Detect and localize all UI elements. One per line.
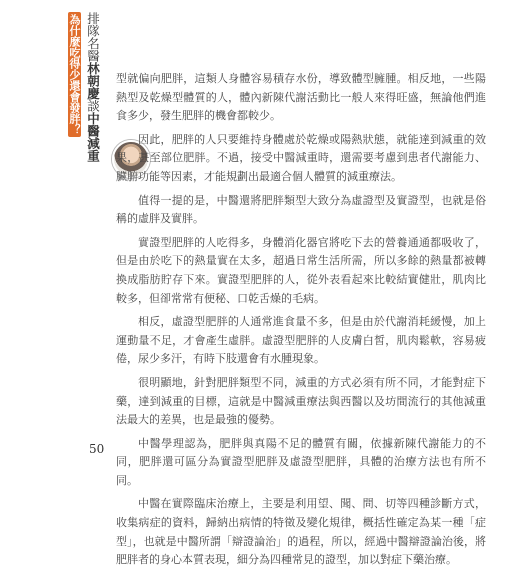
paragraph: 相反，虛證型肥胖的人通常進食量不多，但是由於代謝消耗緩慢，加上運動量不足，才會產生虛胖。虛證型肥胖的人皮膚白皙，肌肉鬆軟，容易疲倦，尿少多汗，有時下肢還會有水腫現象。 (116, 315, 486, 366)
paragraph: 值得一提的是，中醫還將肥胖類型大致分為虛證型及實證型，也就是俗稱的虛胖及實胖。 (116, 193, 486, 226)
paragraph: 中醫在實際臨床治療上，主要是利用望、聞、問、切等四種診斷方式，收集病症的資料，歸納出病情的特徵及變化規律，概括性確定為某一種「症型」，也就是中醫所謂「辯證論治」的過程，所以，經過中醫辯證論治後，將肥胖者的身心本質表現，細分為四種常見的證型，加以對症下藥治療。 (116, 497, 486, 567)
subtitle-text: 為什麼吃得少還會發胖？ (68, 14, 81, 135)
doctor-name: 林朝慶 (85, 62, 101, 100)
paragraph: 型就偏向肥胖，這類人身體容易積存水份，導致體型臃腫。相反地，一些陽熱型及乾燥型體質的人，體內新陳代謝活動比一般人來得旺盛，無論他們進食多少，發生肥胖的機會都較少。 (116, 72, 486, 123)
title-connector: 談 (85, 99, 101, 112)
page-number: 50 (89, 442, 105, 456)
paragraph: 中醫學理認為，肥胖與真陽不足的體質有關，依據新陳代謝能力的不同，肥胖還可區分為實證型肥胖及虛證型肥胖，具體的治療方法也有所不同。 (116, 436, 486, 487)
paragraph: 很明顯地，針對肥胖類型不同，減重的方式必須有所不同，才能對症下藥，達到減重的目標，這就是中醫減重療法與西醫以及坊間流行的其他減重法最大的差異，也是最強的優勢。 (116, 375, 486, 427)
paragraph: 因此，肥胖的人只要維持身體處於乾燥或陽熱狀態，就能達到減重的效果，甚至部位肥胖。不過，接受中醫減重時，還需要考慮到患者代謝能力、臟腑功能等因素，才能規劃出最適合個人體質的減重療法。 (116, 132, 486, 183)
subtitle-vertical (68, 12, 81, 137)
title-highlight: 中醫減重 (85, 112, 101, 162)
paragraph: 實證型肥胖的人吃得多，身體消化器官將吃下去的營養通通都吸收了，但是由於吃下的熱量實在太多，超過日常生活所需，所以多餘的熱量都被轉換成脂肪貯存下來。實證型肥胖的人，從外表看起來比較結實健壯，肌肉比較多，但卻常常有便秘、口乾舌燥的毛病。 (116, 235, 486, 305)
book-title-vertical (86, 12, 99, 162)
article-body (116, 70, 486, 575)
title-prefix: 排隊名醫 (85, 12, 101, 62)
chapter-header (56, 12, 112, 162)
